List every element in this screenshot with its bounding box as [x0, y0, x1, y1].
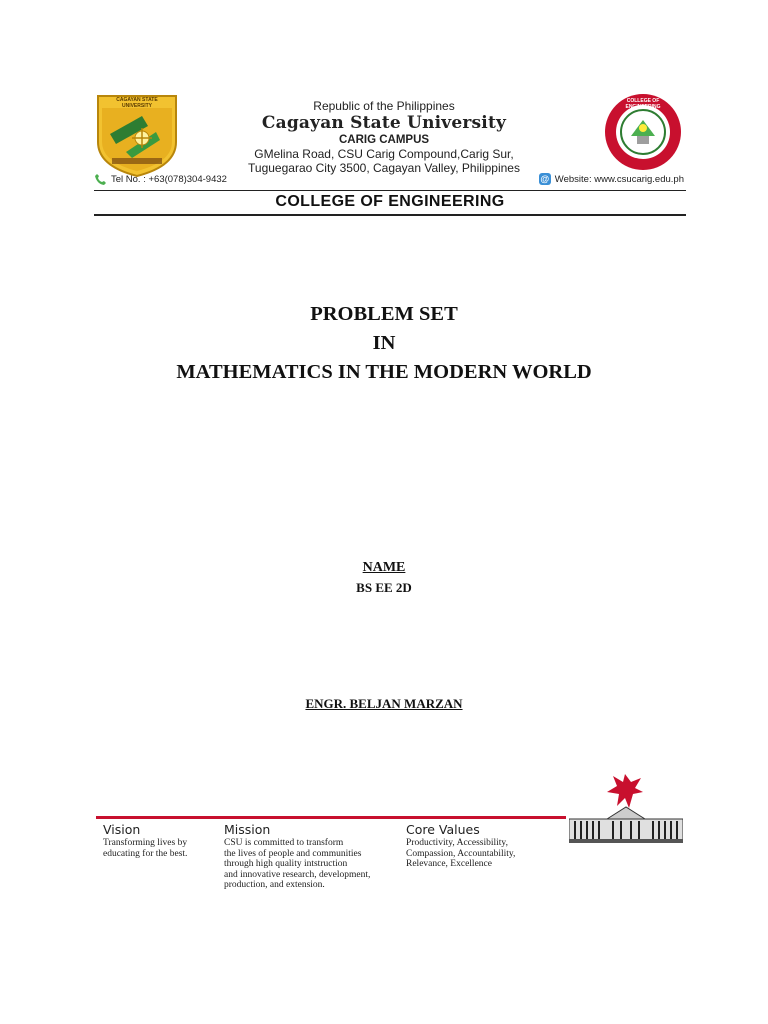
- tel-text: Tel No. : +63(078)304-9432: [111, 174, 227, 185]
- vision-block: [103, 822, 213, 859]
- mission-line: the lives of people and communities: [224, 848, 362, 859]
- phone-icon: [94, 173, 107, 186]
- student-section: BS EE 2D: [356, 580, 412, 595]
- instructor-name: ENGR. BELJAN MARZAN: [305, 696, 463, 711]
- vision-title: Vision: [103, 822, 141, 837]
- student-name: NAME: [362, 560, 406, 575]
- university-name: Cagayan State University: [261, 113, 507, 133]
- mission-line: and innovative research, development,: [224, 869, 371, 880]
- tel-info: [94, 173, 227, 186]
- department-divider: [94, 214, 686, 216]
- core-values-line: Productivity, Accessibility,: [406, 838, 508, 848]
- at-icon: @: [540, 174, 550, 184]
- university-seal-icon: CAGAYAN STATE UNIVERSITY: [96, 94, 178, 178]
- vision-line: Transforming lives by: [103, 838, 188, 848]
- building-icon: [569, 805, 683, 843]
- core-values-line: Compassion, Accountability,: [406, 848, 516, 859]
- title-line-2: IN: [372, 332, 396, 354]
- header-divider: [94, 190, 686, 191]
- letterhead: [200, 99, 568, 175]
- core-values-line: Relevance, Excellence: [406, 859, 492, 869]
- address-line-2: Tuguegarao City 3500, Cagayan Valley, Philippines: [248, 161, 520, 175]
- department-title: COLLEGE OF ENGINEERING: [275, 193, 505, 210]
- mission-line: through high quality intstruction: [224, 859, 348, 869]
- mission-line: production, and extension.: [224, 880, 325, 890]
- republic-text: Republic of the Philippines: [313, 99, 455, 113]
- title-line-3: MATHEMATICS IN THE MODERN WORLD: [176, 361, 592, 383]
- vision-line: educating for the best.: [103, 848, 188, 859]
- website-text[interactable]: Website: www.csucarig.edu.ph: [554, 173, 684, 185]
- campus-name: CARIG CAMPUS: [338, 134, 430, 146]
- mission-line: CSU is committed to transform: [224, 838, 344, 848]
- engineering-seal-icon: COLLEGE OF ENGINEERING: [597, 92, 689, 172]
- core-values-block: [406, 822, 566, 870]
- contact-row: [94, 172, 686, 190]
- address-line-1: GMelina Road, CSU Carig Compound,Carig Sur,: [254, 147, 514, 161]
- mission-title: Mission: [224, 822, 271, 837]
- footer-red-rule: [96, 816, 566, 819]
- website-info: [539, 173, 684, 185]
- mission-block: [224, 822, 399, 891]
- title-line-1: PROBLEM SET: [310, 303, 458, 325]
- core-values-title: Core Values: [406, 822, 480, 837]
